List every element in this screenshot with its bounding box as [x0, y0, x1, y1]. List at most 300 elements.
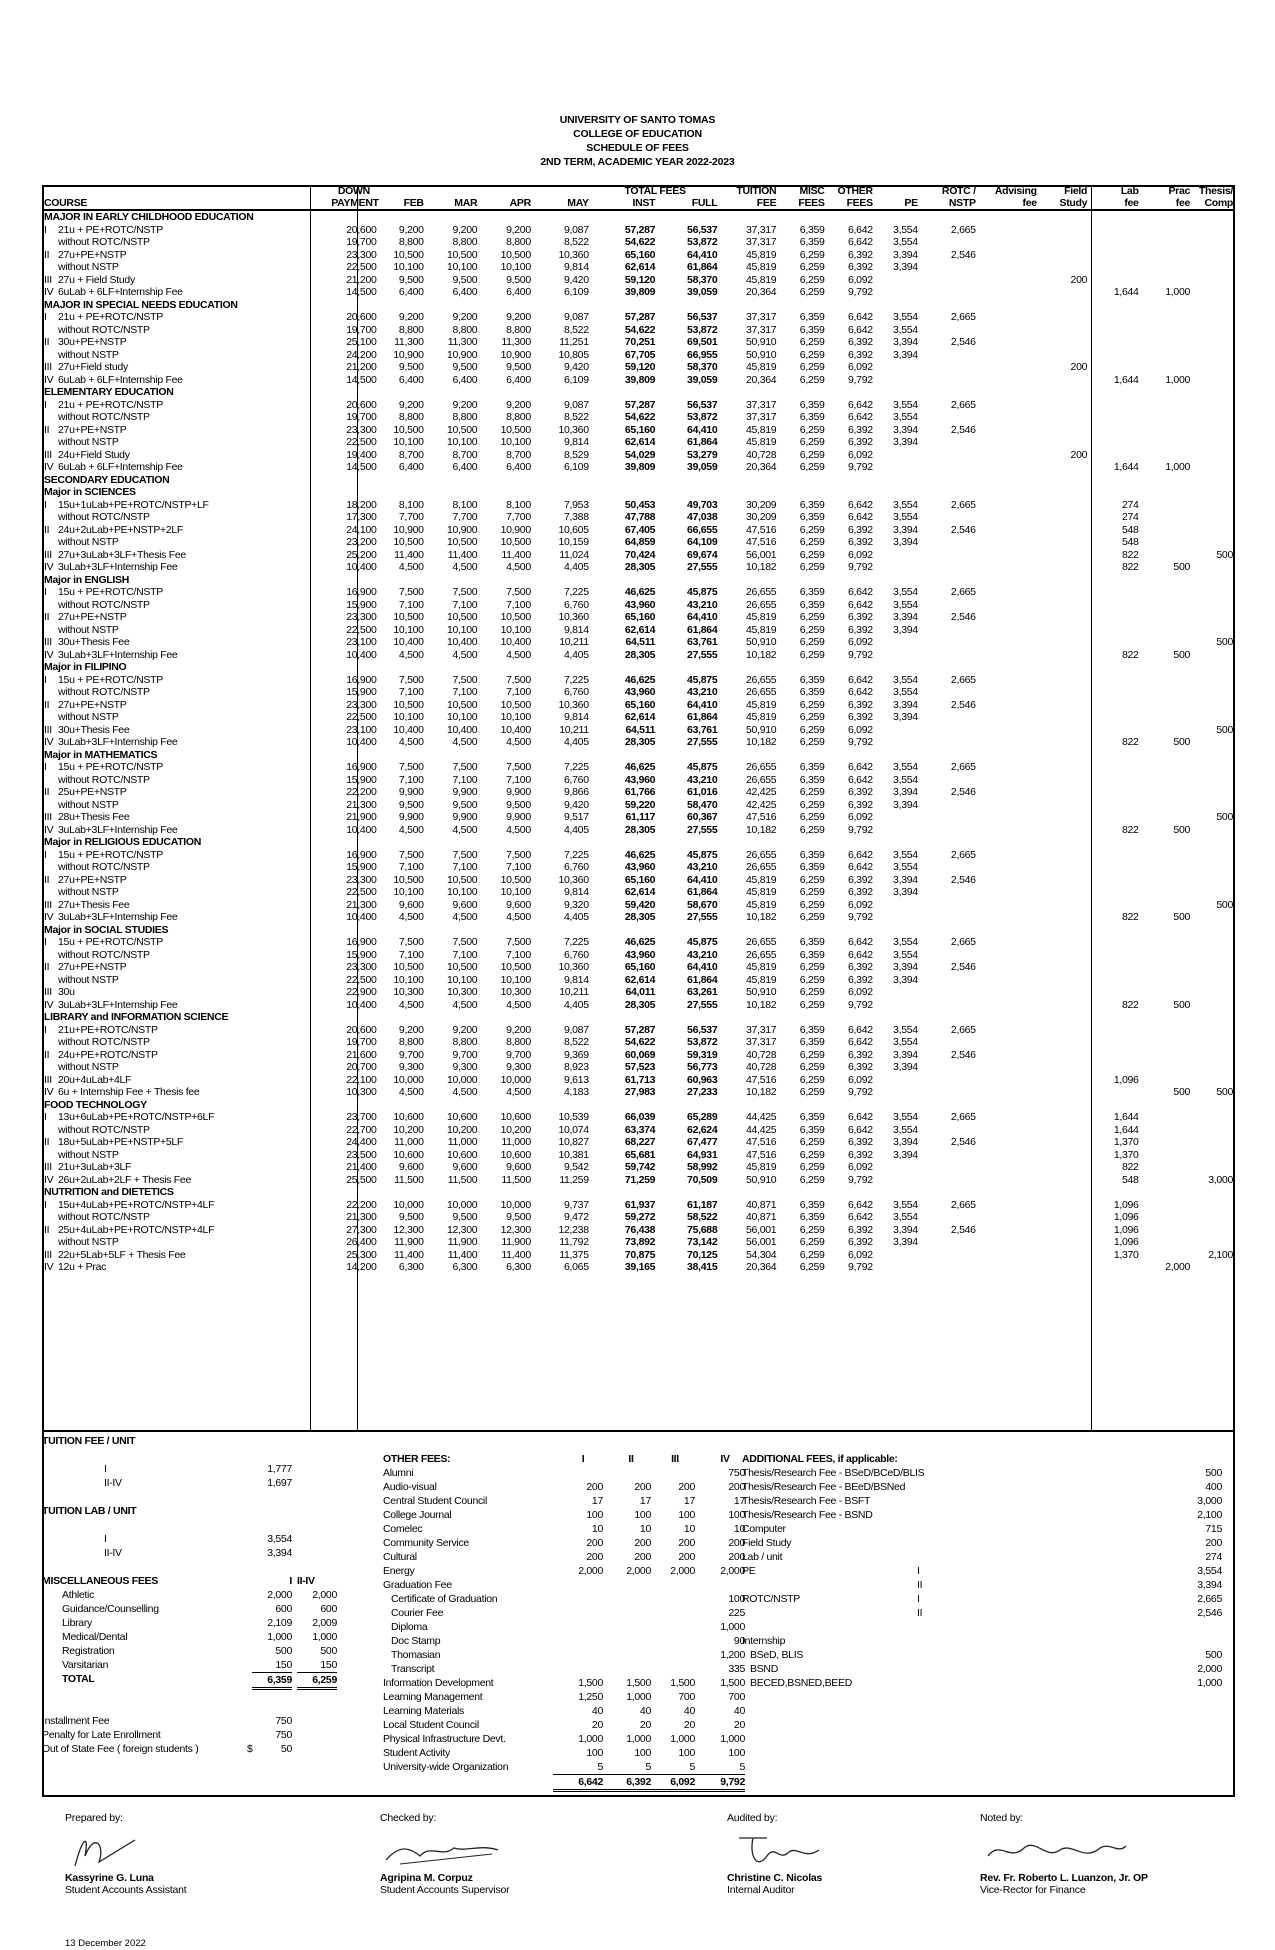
course-description: 24u+Field Study [58, 448, 130, 461]
cell-field [1039, 461, 1089, 474]
cell-misc: 6,259 [799, 886, 825, 898]
cell-full: 66,655 [687, 523, 718, 536]
course-description: 15u + PE+ROTC/NSTP [58, 673, 163, 686]
cell-other: 6,092 [848, 636, 873, 648]
cell-may: 7,225 [563, 761, 589, 773]
misc-total-row: TOTAL 6,359 6,259 [42, 1672, 372, 1686]
cell-advising [978, 311, 1039, 324]
cell-lab [1089, 611, 1140, 624]
cell-mar: 4,500 [452, 736, 478, 748]
cell-advising [978, 1036, 1039, 1049]
cell-other: 6,392 [848, 1048, 873, 1061]
cell-tuition: 10,182 [746, 736, 777, 748]
cell-tuition: 26,655 [746, 848, 777, 861]
course-description: 30u+Thesis Fee [58, 723, 130, 736]
table-row [42, 699, 1235, 712]
year-level: IV [44, 461, 54, 473]
cell-advising [978, 611, 1039, 624]
cell-thesis [1192, 986, 1235, 999]
cell-field [1039, 936, 1089, 949]
cell-pe [875, 986, 920, 999]
cell-other: 6,392 [848, 798, 873, 811]
cell-other: 9,792 [848, 461, 873, 473]
misc-row: Varsitarian 150 150 [62, 1659, 337, 1671]
cell-advising [978, 824, 1039, 837]
cell-misc: 6,259 [799, 1173, 825, 1186]
cell-other: 6,642 [848, 1198, 873, 1211]
cell-pe [875, 736, 920, 749]
cell-misc: 6,259 [799, 273, 825, 286]
sig-name: Agripina M. Corpuz [380, 1872, 473, 1884]
cell-down: 25,100 [346, 336, 377, 348]
cell-feb: 8,800 [398, 236, 424, 248]
cell-down: 22,500 [346, 886, 377, 898]
cell-full: 58,470 [687, 798, 718, 811]
sig-name: Rev. Fr. Roberto L. Luanzon, Jr. OP [980, 1872, 1148, 1884]
cell-advising [978, 1224, 1039, 1237]
cell-rotc [920, 724, 978, 737]
cell-down: 10,400 [346, 736, 377, 748]
section-title: MAJOR IN SPECIAL NEEDS EDUCATION [44, 298, 238, 311]
cell-misc: 6,259 [799, 898, 825, 911]
cell-may: 4,405 [563, 998, 589, 1011]
cell-mar: 7,500 [452, 586, 478, 598]
cell-thesis [1192, 874, 1235, 887]
cell-mar: 11,300 [447, 336, 478, 348]
cell-pe: 3,554 [893, 948, 918, 961]
cell-misc: 6,359 [799, 1036, 825, 1048]
course-description: 27u+3uLab+3LF+Thesis Fee [58, 548, 186, 561]
cell-prac [1141, 261, 1192, 274]
cell-inst: 65,160 [624, 698, 656, 711]
cell-other: 6,642 [848, 773, 873, 786]
cell-tuition: 37,317 [746, 1036, 777, 1048]
cell-down: 23,100 [346, 723, 377, 736]
cell-inst: 62,614 [624, 623, 656, 636]
cell-pe: 3,554 [893, 1023, 918, 1036]
cell-pe [875, 549, 920, 562]
cell-advising [978, 1111, 1039, 1124]
cell-rotc [920, 599, 978, 612]
cell-full: 63,761 [687, 636, 718, 648]
table-row [42, 736, 1235, 749]
cell-prac [1141, 336, 1192, 349]
cell-may: 6,109 [563, 461, 589, 473]
course-description: 3uLab+3LF+Internship Fee [58, 998, 178, 1011]
cell-prac: 500 [1173, 823, 1191, 836]
cell-other: 6,092 [848, 723, 873, 736]
cell-mar: 7,100 [452, 861, 478, 873]
table-row [42, 561, 1235, 574]
cell-rotc [920, 1074, 978, 1087]
cell-may: 10,211 [559, 723, 589, 736]
cell-rotc [920, 1124, 978, 1137]
cell-thesis [1192, 686, 1235, 699]
cell-field [1039, 624, 1089, 637]
cell-rotc [920, 1149, 978, 1162]
course-description: 27u+PE+NSTP [58, 248, 127, 261]
cell-apr: 7,100 [506, 598, 531, 611]
cell-down: 26,400 [346, 1236, 377, 1248]
cell-tuition: 40,728 [746, 1061, 777, 1073]
course-description: 21u+3uLab+3LF [58, 1161, 132, 1173]
cell-tuition: 26,655 [746, 773, 777, 786]
cell-mar: 10,500 [446, 248, 478, 261]
cell-apr: 4,500 [506, 561, 531, 573]
cell-lab [1089, 261, 1140, 274]
cell-misc: 6,259 [799, 611, 825, 623]
cell-advising [978, 361, 1039, 374]
cell-lab [1089, 1024, 1140, 1037]
cell-down: 23,300 [346, 698, 377, 711]
cell-other: 9,792 [848, 1261, 873, 1273]
cell-prac [1141, 874, 1192, 887]
table-row [42, 461, 1235, 474]
cell-rotc [920, 449, 978, 462]
cell-prac [1141, 586, 1192, 599]
cell-misc: 6,359 [799, 948, 825, 961]
year-level: IV [44, 1086, 54, 1098]
cell-rotc [920, 261, 978, 274]
cell-pe [875, 724, 920, 737]
cell-misc: 6,259 [799, 348, 825, 361]
cell-feb: 10,000 [393, 1073, 424, 1086]
course-description: 15u + PE+ROTC/NSTP [58, 936, 163, 948]
year-level: IV [44, 823, 54, 836]
cell-lab: 1,644 [1113, 461, 1139, 473]
cell-other: 6,642 [848, 323, 873, 336]
cell-inst: 57,287 [624, 398, 656, 411]
cell-misc: 6,359 [799, 1123, 825, 1136]
col-misc-head: MISC [799, 185, 825, 197]
cell-may: 9,087 [563, 1023, 589, 1036]
cell-rotc [920, 1061, 978, 1074]
cell-misc: 6,259 [799, 823, 825, 836]
cell-mar: 8,100 [452, 498, 478, 511]
cell-pe: 3,554 [893, 498, 918, 511]
cell-lab [1089, 449, 1140, 462]
cell-tuition: 20,364 [746, 286, 777, 298]
cell-may: 10,211 [559, 636, 589, 648]
cell-pe: 3,394 [893, 623, 918, 636]
cell-feb: 9,200 [398, 311, 424, 323]
cell-thesis [1192, 449, 1235, 462]
additional-fee-row: BSeD, BLIS 500 [750, 1649, 1222, 1661]
other-fees-total-row: 6,642 6,392 6,092 9,792 [383, 1774, 748, 1788]
cell-pe: 3,394 [893, 973, 918, 986]
cell-inst: 47,788 [624, 511, 656, 523]
cell-full: 64,410 [687, 961, 718, 973]
cell-lab [1089, 986, 1140, 999]
cell-feb: 10,100 [393, 623, 424, 636]
cell-tuition: 40,871 [746, 1211, 777, 1223]
cell-rotc: 2,665 [950, 223, 976, 236]
cell-apr: 12,300 [500, 1223, 531, 1236]
cell-misc: 6,359 [799, 761, 825, 773]
cell-mar: 7,500 [452, 848, 478, 861]
cell-prac: 1,000 [1165, 461, 1191, 473]
table-row [42, 711, 1235, 724]
cell-rotc [920, 649, 978, 662]
cell-down: 22,100 [346, 1073, 377, 1086]
cell-feb: 7,100 [398, 773, 424, 786]
cell-tuition: 10,182 [746, 998, 777, 1011]
cell-lab: 548 [1121, 536, 1139, 548]
other-fee-row: Cultural 200 200 200 200 [383, 1551, 745, 1563]
section-row [42, 474, 1235, 487]
cell-full: 58,370 [687, 273, 718, 286]
cell-thesis [1192, 511, 1235, 524]
cell-tuition: 37,317 [746, 1023, 777, 1036]
section-title: MAJOR IN EARLY CHILDHOOD EDUCATION [44, 211, 254, 223]
cell-may: 9,420 [563, 361, 589, 373]
cell-may: 7,388 [563, 511, 589, 523]
cell-mar: 8,800 [452, 1036, 478, 1048]
cell-rotc [920, 686, 978, 699]
cell-mar: 9,600 [452, 898, 478, 911]
cell-field [1039, 1149, 1089, 1162]
cell-inst: 62,614 [624, 261, 656, 273]
cell-tuition: 30,209 [746, 498, 777, 511]
col-other-label: FEES [827, 197, 875, 210]
cell-down: 23,300 [346, 248, 377, 261]
cell-may: 6,760 [563, 861, 589, 873]
cell-apr: 9,500 [506, 361, 531, 373]
cell-down: 10,400 [346, 911, 377, 923]
cell-misc: 6,259 [799, 873, 825, 886]
col-course-label: COURSE [42, 197, 329, 210]
cell-tuition: 47,516 [746, 1073, 777, 1086]
cell-thesis [1192, 949, 1235, 962]
cell-other: 6,642 [848, 673, 873, 686]
cell-lab [1089, 774, 1140, 787]
cell-other: 6,642 [848, 1123, 873, 1136]
cell-apr: 6,400 [506, 461, 531, 473]
cell-rotc [920, 1174, 978, 1187]
cell-apr: 9,700 [506, 1048, 531, 1061]
year-level: III [44, 448, 52, 461]
cell-field [1039, 511, 1089, 524]
cell-lab [1089, 236, 1140, 249]
cell-advising [978, 261, 1039, 274]
cell-prac [1141, 311, 1192, 324]
cell-advising [978, 699, 1039, 712]
cell-advising [978, 849, 1039, 862]
section-row [42, 210, 1235, 224]
cell-rotc [920, 811, 978, 824]
cell-misc: 6,359 [799, 861, 825, 873]
cell-down: 15,900 [346, 598, 377, 611]
course-description: 25u+4uLab+PE+ROTC/NSTP+4LF [58, 1223, 215, 1236]
cell-may: 10,360 [558, 698, 589, 711]
cell-field [1039, 861, 1089, 874]
cell-thesis [1192, 1124, 1235, 1137]
cell-other: 6,642 [848, 861, 873, 873]
cell-other: 6,392 [848, 1236, 873, 1248]
cell-field [1039, 1136, 1089, 1149]
cell-apr: 10,600 [500, 1111, 531, 1123]
cell-apr: 10,500 [500, 536, 531, 548]
cell-apr: 10,500 [500, 698, 531, 711]
cell-tuition: 40,728 [746, 448, 777, 461]
cell-thesis [1192, 624, 1235, 637]
cell-pe [875, 461, 920, 474]
cell-tuition: 47,516 [746, 536, 777, 548]
cell-apr: 9,600 [506, 1161, 531, 1173]
year-level: II [44, 423, 50, 436]
cell-misc: 6,259 [799, 523, 825, 536]
cell-thesis [1192, 699, 1235, 712]
section-title: ELEMENTARY EDUCATION [44, 386, 174, 398]
additional-fee-row [742, 1620, 1230, 1634]
cell-misc: 6,259 [799, 1248, 825, 1261]
cell-tuition: 45,819 [746, 698, 777, 711]
cell-rotc: 2,546 [950, 423, 976, 436]
table-row [42, 599, 1235, 612]
table-row [42, 1136, 1235, 1149]
cell-may: 10,074 [558, 1123, 589, 1136]
additional-fee-row: BSND 2,000 [750, 1663, 1222, 1675]
cell-advising [978, 736, 1039, 749]
cell-advising [978, 349, 1039, 362]
cell-prac [1141, 961, 1192, 974]
cell-mar: 9,700 [452, 1048, 478, 1061]
table-row [42, 1224, 1235, 1237]
cell-feb: 10,500 [393, 611, 424, 623]
course-description: 26u+2uLab+2LF + Thesis Fee [58, 1173, 191, 1186]
year-level: III [44, 1073, 52, 1086]
tuition-unit-row: I 1,777 [104, 1463, 292, 1475]
cell-rotc: 2,546 [950, 1223, 976, 1236]
cell-may: 9,542 [563, 1161, 589, 1173]
col-lab-head: Lab [1120, 185, 1139, 197]
cell-other: 6,642 [848, 586, 873, 598]
sig-role: Prepared by: [65, 1812, 123, 1824]
cell-misc: 6,259 [799, 1261, 825, 1273]
cell-thesis [1192, 236, 1235, 249]
cell-advising [978, 1149, 1039, 1162]
cell-thesis [1192, 274, 1235, 287]
year-level: II [44, 523, 50, 536]
cell-down: 16,900 [346, 586, 377, 598]
cell-rotc [920, 861, 978, 874]
cell-mar: 8,800 [452, 236, 478, 248]
cell-down: 21,600 [346, 1048, 377, 1061]
cell-may: 9,814 [563, 711, 589, 723]
cell-lab: 1,644 [1113, 373, 1139, 386]
cell-advising [978, 1236, 1039, 1249]
cell-tuition: 10,182 [746, 823, 777, 836]
other-fee-row: Diploma 1,000 [391, 1621, 745, 1633]
cell-thesis [1192, 311, 1235, 324]
cell-lab: 1,096 [1113, 1236, 1139, 1248]
other-fee-row: Comelec 10 10 10 10 [383, 1523, 745, 1535]
cell-prac [1141, 1199, 1192, 1212]
misc-row: Medical/Dental 1,000 1,000 [62, 1631, 337, 1643]
cell-rotc [920, 361, 978, 374]
cell-field [1039, 874, 1089, 887]
cell-may: 7,225 [563, 673, 589, 686]
cell-advising [978, 861, 1039, 874]
cell-prac [1141, 761, 1192, 774]
sig-title: Student Accounts Assistant [65, 1884, 187, 1896]
cell-prac [1141, 436, 1192, 449]
cell-advising [978, 399, 1039, 412]
cell-lab [1089, 1086, 1140, 1099]
cell-feb: 7,500 [398, 936, 424, 948]
cell-prac: 500 [1173, 648, 1191, 661]
course-description: 27u+Field study [58, 361, 128, 373]
year-level: II [44, 611, 50, 623]
cell-other: 6,392 [848, 536, 873, 548]
cell-full: 64,410 [687, 423, 718, 436]
cell-rotc [920, 624, 978, 637]
cell-full: 67,477 [687, 1136, 718, 1148]
course-description: 27u+PE+NSTP [58, 423, 127, 436]
cell-inst: 64,859 [624, 536, 656, 548]
signature-scribble [980, 1826, 1130, 1872]
document-title: SCHEDULE OF FEES [586, 142, 689, 154]
table-row [42, 1111, 1235, 1124]
cell-pe [875, 361, 920, 374]
cell-apr: 10,200 [500, 1123, 531, 1136]
cell-thesis [1192, 824, 1235, 837]
additional-fee-row: Thesis/Research Fee - BSFT 3,000 [742, 1495, 1222, 1507]
cell-prac [1141, 1174, 1192, 1187]
cell-mar: 9,200 [452, 1023, 478, 1036]
cell-inst: 73,892 [624, 1236, 656, 1248]
cell-pe: 3,554 [893, 848, 918, 861]
cell-down: 25,300 [346, 1248, 377, 1261]
cell-other: 6,392 [848, 248, 873, 261]
cell-rotc [920, 286, 978, 299]
cell-other: 6,092 [848, 898, 873, 911]
table-row [42, 874, 1235, 887]
cell-other: 6,642 [848, 1111, 873, 1123]
year-level: IV [44, 736, 54, 748]
cell-inst: 65,160 [624, 873, 656, 886]
cell-inst: 59,742 [624, 1161, 656, 1173]
cell-apr: 9,600 [506, 898, 531, 911]
table-row [42, 274, 1235, 287]
table-row [42, 361, 1235, 374]
year-level: III [44, 361, 52, 373]
cell-lab: 1,644 [1113, 1111, 1139, 1123]
cell-prac [1141, 799, 1192, 812]
cell-tuition: 42,425 [746, 798, 777, 811]
additional-fee-row: Thesis/Research Fee - BSeD/BCeD/BLIS 500 [742, 1467, 1222, 1479]
cell-advising [978, 686, 1039, 699]
cell-rotc [920, 374, 978, 387]
tuition-unit-title: TUITION FEE / UNIT [42, 1435, 136, 1447]
col-tuition-head: TUITION [736, 185, 777, 197]
cell-full: 61,016 [687, 786, 718, 798]
course-description: without ROTC/NSTP [58, 323, 150, 336]
cell-field [1039, 711, 1089, 724]
cell-thesis [1192, 324, 1235, 337]
cell-apr: 6,400 [506, 373, 531, 386]
cell-apr: 7,500 [506, 936, 531, 948]
cell-feb: 11,300 [394, 336, 424, 348]
year-level: I [44, 586, 47, 598]
course-description: 6uLab + 6LF+Internship Fee [58, 461, 183, 473]
cell-lab [1089, 361, 1140, 374]
course-description: 22u+5Lab+5LF + Thesis Fee [58, 1248, 186, 1261]
cell-may: 4,405 [563, 911, 589, 923]
cell-feb: 4,500 [398, 998, 424, 1011]
cell-pe: 3,394 [893, 523, 918, 536]
cell-apr: 7,500 [506, 761, 531, 773]
